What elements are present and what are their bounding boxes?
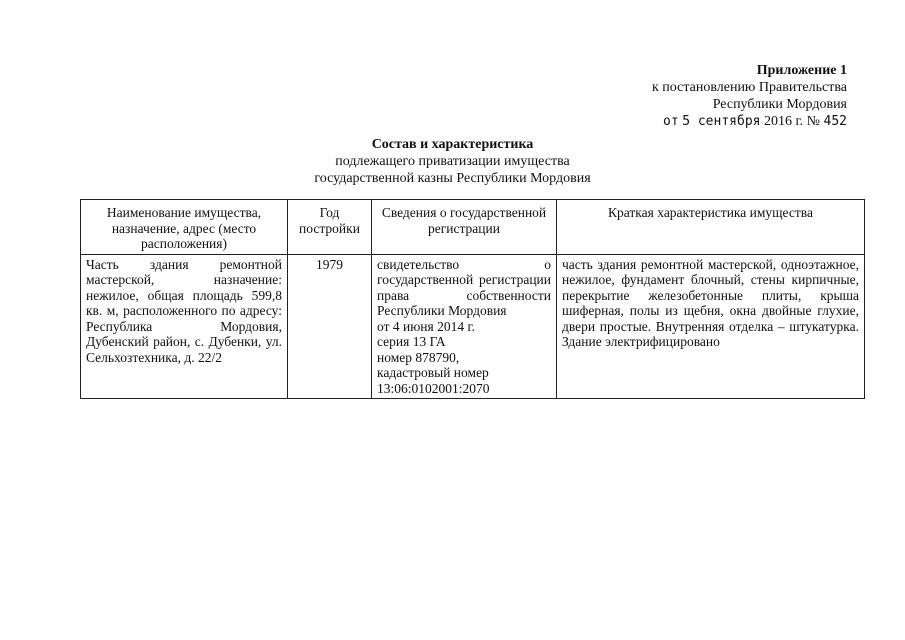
cell-name: Часть здания ремонтной мастерской, назначение: нежилое, общая площадь 599,8 кв. м, расположенного по адресу: Республика Мордовия, Дубенский район, с. Дубенки, ул. Сельхозтехника, д. 22/2 — [81, 254, 288, 399]
date-handwritten: 5 сентября — [682, 114, 761, 129]
header-year: Год постройки — [288, 200, 372, 255]
heading-title: Состав и характеристика — [371, 137, 534, 152]
date-suffix: 2016 г. № — [763, 114, 821, 129]
table-row — [81, 254, 865, 399]
document-number: 452 — [823, 114, 847, 129]
property-table — [80, 199, 865, 399]
appendix-line-1: к постановлению Правительства — [651, 80, 847, 95]
table-header-row — [81, 200, 865, 255]
heading-line-2: государственной казны Республики Мордовия — [314, 171, 591, 186]
header-name: Наименование имущества, назначение, адрес (место расположения) — [81, 200, 288, 255]
registration-certificate: свидетельство о государственной регистрации права собственности Республики Мордовия — [377, 256, 551, 318]
header-registration: Сведения о государственной регистрации — [372, 200, 557, 255]
appendix-line-2: Республики Мордовия — [712, 97, 847, 112]
cell-registration — [372, 254, 557, 399]
appendix-title: Приложение 1 — [756, 63, 847, 78]
cadastral-label: кадастровый номер — [377, 365, 489, 380]
registration-series: серия 13 ГА — [377, 334, 446, 349]
heading-line-1: подлежащего приватизации имущества — [335, 154, 570, 169]
cadastral-number: 13:06:0102001:2070 — [377, 380, 490, 396]
header-description: Краткая характеристика имущества — [557, 200, 865, 255]
registration-number: номер 878790, — [377, 349, 460, 365]
document-heading — [0, 136, 905, 187]
cell-year: 1979 — [288, 254, 372, 399]
date-prefix: от — [663, 114, 679, 129]
appendix-date — [652, 113, 847, 130]
registration-date: от 4 июня 2014 г. — [377, 318, 475, 334]
appendix-block — [652, 62, 847, 130]
cell-description: часть здания ремонтной мастерской, одноэтажное, нежилое, фундамент блочный, стены кирпичные, перекрытие железобетонные плиты, крыша шиферная, полы из щебня, окна двойные глухие, двери простые. Внутренняя отделка – штукатурка. Здание электрифицировано — [557, 254, 865, 399]
